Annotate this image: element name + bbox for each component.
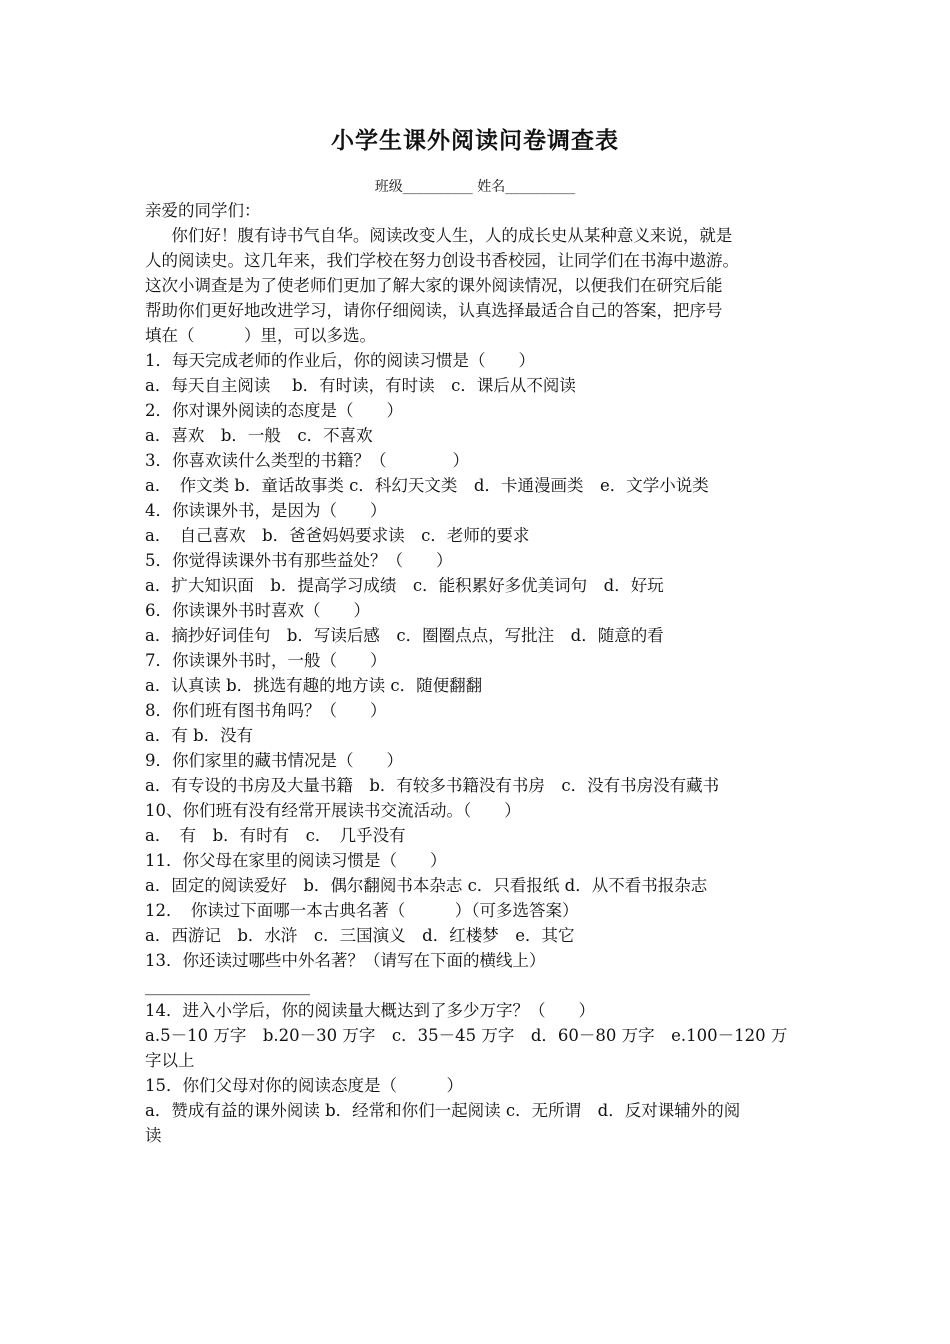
answer-options-14: a.5－10 万字 b.20－30 万字 c．35－45 万字 d．60－80 万字 e.100－120 万 — [145, 1026, 788, 1045]
question-12: 12． 你读过下面哪一本古典名著（ ）（可多选答案） — [145, 901, 579, 920]
answer-options-1: a．每天自主阅读 b．有时读，有时读 c．课后从不阅读 — [145, 376, 576, 395]
answer-options-8: a．有 b．没有 — [145, 726, 254, 745]
question-11: 11．你父母在家里的阅读习惯是（ ） — [145, 851, 447, 870]
intro-line: 这次小调查是为了使老师们更加了解大家的课外阅读情况，以便我们在研究后能 — [145, 276, 723, 295]
question-5: 5．你觉得读课外书有那些益处？（ ） — [145, 551, 453, 570]
answer-options-10: a． 有 b．有时有 c． 几乎没有 — [145, 826, 406, 845]
answer-options-12: a．西游记 b．水浒 c．三国演义 d．红楼梦 e．其它 — [145, 926, 575, 945]
answer-options-4: a． 自己喜欢 b．爸爸妈妈要求读 c．老师的要求 — [145, 526, 530, 545]
answer-options-7: a．认真读 b．挑选有趣的地方读 c．随便翻翻 — [145, 676, 483, 695]
answer-options-15-cont: 读 — [145, 1126, 162, 1145]
answer-options-2: a．喜欢 b．一般 c．不喜欢 — [145, 426, 373, 445]
question-13: 13．你还读过哪些中外名著？（请写在下面的横线上） — [145, 951, 546, 970]
question-14: 14．进入小学后，你的阅读量大概达到了多少万字？（ ） — [145, 1001, 595, 1020]
question-10: 10、你们班有没有经常开展读书交流活动。（ ） — [145, 801, 521, 820]
question-6: 6．你读课外书时喜欢（ ） — [145, 601, 370, 620]
answer-options-11: a．固定的阅读爱好 b．偶尔翻阅书本杂志 c．只看报纸 d．从不看书报杂志 — [145, 876, 708, 895]
answer-options-3: a． 作文类 b．童话故事类 c．科幻天文类 d．卡通漫画类 e．文学小说类 — [145, 476, 709, 495]
question-1: 1．每天完成老师的作业后，你的阅读习惯是（ ） — [145, 351, 535, 370]
answer-blank-line: ____________________ — [145, 976, 310, 995]
intro-line: 帮助你们更好地改进学习，请你仔细阅读，认真选择最适合自己的答案，把序号 — [145, 301, 723, 320]
question-9: 9．你们家里的藏书情况是（ ） — [145, 751, 403, 770]
question-3: 3．你喜欢读什么类型的书籍？（ ） — [145, 451, 469, 470]
intro-line: 填在（ ）里，可以多选。 — [145, 326, 376, 345]
answer-options-9: a．有专设的书房及大量书籍 b．有较多书籍没有书房 c．没有书房没有藏书 — [145, 776, 720, 795]
intro-line: 人的阅读史。这几年来，我们学校在努力创设书香校园，让同学们在书海中遨游。 — [145, 251, 739, 270]
answer-options-6: a．摘抄好词佳句 b．写读后感 c．圈圈点点，写批注 d．随意的看 — [145, 626, 664, 645]
class-name-line: 班级__________ 姓名__________ — [374, 179, 576, 195]
answer-options-5: a．扩大知识面 b．提高学习成绩 c．能积累好多优美词句 d．好玩 — [145, 576, 664, 595]
question-4: 4．你读课外书，是因为（ ） — [145, 501, 387, 520]
survey-body — [145, 198, 810, 1148]
answer-options-15: a．赞成有益的课外阅读 b．经常和你们一起阅读 c．无所谓 d．反对课辅外的阅 — [145, 1101, 741, 1120]
answer-options-14-cont: 字以上 — [145, 1051, 195, 1070]
question-2: 2．你对课外阅读的态度是（ ） — [145, 401, 403, 420]
page-title: 小学生课外阅读问卷调查表 — [331, 127, 619, 154]
greeting: 亲爱的同学们： — [145, 201, 261, 220]
intro-line: 你们好！腹有诗书气自华。阅读改变人生，人的成长史从某种意义来说，就是 — [171, 226, 733, 245]
question-15: 15．你们父母对你的阅读态度是（ ） — [145, 1076, 463, 1095]
question-7: 7．你读课外书时，一般（ ） — [145, 651, 387, 670]
question-8: 8．你们班有图书角吗？（ ） — [145, 701, 387, 720]
